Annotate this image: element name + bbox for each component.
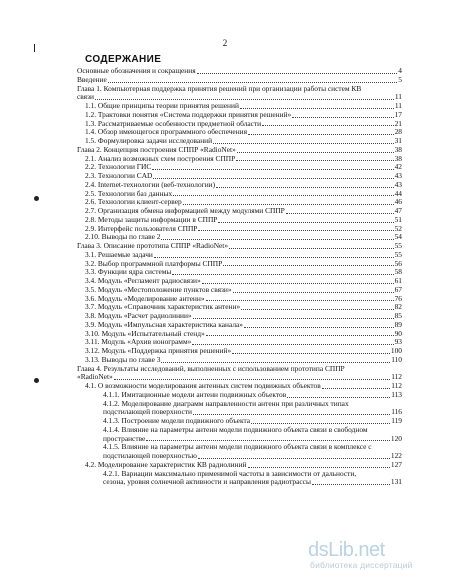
toc-list (77, 67, 402, 487)
toc-entry-title: 3.2. Выбор программной платформы СППР (85, 258, 223, 268)
toc-leader-dots (146, 439, 390, 441)
toc-leader-dots (286, 212, 394, 214)
toc-leader-dots (206, 299, 394, 301)
toc-leader-dots (95, 98, 394, 100)
toc-page-number: 21 (394, 118, 402, 128)
toc-entry (77, 478, 402, 487)
toc-page-number: 89 (394, 319, 402, 329)
toc-leader-dots (173, 194, 393, 196)
toc-page-number: 116 (391, 407, 402, 417)
toc-entry-line: 4.2.1. Вариации максимально применимой частоты в зависимости от дальности, (103, 468, 357, 478)
toc-page-number: 31 (394, 136, 402, 145)
toc-leader-dots (287, 396, 390, 398)
toc-leader-dots (198, 457, 390, 459)
toc-page-number: 119 (391, 416, 402, 425)
toc-entry-title: 3.5. Модуль «Местоположение пунктов связи» (85, 284, 232, 294)
toc-page-number: 58 (394, 267, 402, 277)
toc-page-number: 52 (394, 223, 402, 233)
toc-leader-dots (154, 256, 394, 258)
toc-leader-dots (223, 264, 393, 266)
toc-entry-title: 3.7. Модуль «Справочник характеристик антенн» (85, 302, 241, 312)
toc-page-number: 42 (394, 162, 402, 172)
toc-entry-title: 4.2. Моделирование характеристик КВ радиолиний (85, 459, 247, 469)
toc-entry-title: 2.2. Технологии ГИС (85, 162, 152, 172)
toc-entry-title: 3.8. Модуль «Расчет радиолинии» (85, 311, 192, 320)
toc-page-number: 43 (394, 171, 402, 180)
toc-leader-dots (183, 203, 394, 205)
toc-page-number: 93 (394, 337, 402, 347)
toc-leader-dots (172, 273, 393, 275)
toc-page-number: 112 (391, 372, 402, 382)
toc-leader-dots (322, 387, 391, 389)
toc-leader-dots (216, 186, 394, 188)
toc-entry-title: Введение (77, 74, 107, 84)
toc-entry-title: Основные обозначения и сокращения (77, 66, 196, 75)
toc-entry-title: пространстве (103, 433, 146, 443)
toc-page-number: 11 (394, 101, 402, 110)
punch-hole-dot (34, 196, 39, 201)
toc-entry-title: 2.5. Технологии баз данных (85, 188, 173, 198)
toc-leader-dots (206, 334, 394, 336)
toc-entry-title: 2.8. Методы защиты информации в СППР (85, 214, 218, 224)
toc-entry-title: подстилающей поверхности (103, 407, 192, 417)
toc-page-number: 90 (394, 328, 402, 338)
toc-entry-title: 4.1.1. Имитационные модели антенн подвижных объектов (103, 389, 287, 399)
toc-entry-title: подстилающей поверхностью (103, 451, 197, 460)
toc-page-number: 5 (398, 74, 402, 84)
toc-entry-title: 3.11. Модуль «Архив ионограмм» (85, 337, 192, 347)
toc-entry-title: связи (77, 92, 94, 102)
toc-leader-dots (229, 247, 394, 249)
toc-entry-title: 1.1. Общие принципы теории принятия решений (85, 101, 239, 110)
toc-page-number: 85 (394, 311, 402, 320)
toc-page-number: 51 (394, 214, 402, 224)
toc-page-number: 113 (391, 389, 402, 399)
toc-leader-dots (292, 116, 393, 118)
punch-hole-dot (34, 378, 39, 383)
toc-entry-line: 4.1.5. Влияние на параметры антенн модели подвижного объекта связи в комплексе с (103, 442, 372, 452)
toc-leader-dots (153, 177, 393, 179)
toc-entry-line: 4.1.4. Влияние на параметры антенн модели подвижного объекта связи в свободном (103, 424, 368, 434)
toc-page-number: 67 (394, 284, 402, 294)
toc-entry-title: 2.3. Технологии CAD (85, 171, 153, 180)
toc-leader-dots (114, 378, 390, 380)
toc-page-number: 43 (394, 179, 402, 189)
toc-page-number: 82 (394, 302, 402, 312)
toc-entry-title: 1.5. Формулировка задачи исследований (85, 136, 213, 145)
toc-title: СОДЕРЖАНИЕ (85, 54, 162, 65)
toc-page-number: 76 (394, 293, 402, 303)
toc-leader-dots (241, 308, 393, 310)
toc-page-number: 54 (394, 232, 402, 242)
toc-entry-title: 4.1.3. Построение модели подвижного объекта (103, 416, 251, 425)
toc-entry-title: 4.1. О возможности моделирования антенных систем подвижных объектов (85, 381, 321, 390)
toc-entry-title: 3.9. Модуль «Импульсная характеристика канала» (85, 319, 243, 329)
toc-page-number: 127 (390, 459, 402, 469)
toc-leader-dots (197, 72, 398, 74)
toc-leader-dots (233, 291, 394, 293)
watermark-subtitle: библиотека диссертаций (310, 560, 413, 570)
toc-leader-dots (236, 159, 393, 161)
toc-page-number: 112 (391, 381, 402, 390)
toc-page-number: 17 (394, 109, 402, 119)
toc-leader-dots (193, 317, 394, 319)
scan-mark (34, 44, 35, 52)
toc-entry-line: Глава 4. Результаты исследований, выполненных с использованием прототипа СППР (77, 363, 345, 373)
toc-page-number: 55 (394, 249, 402, 259)
toc-entry-title: 2.1. Анализ возможных схем построения СППР (85, 153, 236, 163)
toc-entry-title: 1.2. Трактовки понятия «Система поддержки принятия решений» (85, 109, 292, 119)
toc-entry-title: 3.4. Модуль «Регламент радиосвязи» (85, 276, 201, 285)
toc-entry-title: 3.3. Функции ядра системы (85, 267, 172, 277)
toc-page-number: 120 (390, 433, 402, 443)
toc-entry-title: 1.3. Рассматриваемые особенности предметной области (85, 118, 262, 128)
toc-page-number: 47 (394, 206, 402, 215)
toc-leader-dots (202, 282, 394, 284)
toc-page-number: 61 (394, 276, 402, 285)
toc-leader-dots (198, 229, 393, 231)
toc-entry-title: 2.4. Internet-технологии (веб-технологии) (85, 179, 216, 189)
toc-entry-title: Глава 3. Описание прототипа СППР «RadioNet» (77, 241, 229, 250)
toc-leader-dots (240, 107, 394, 109)
toc-page-number: 38 (394, 144, 402, 154)
toc-entry-title: 1.4. Обзор имеющегося программного обеспечения (85, 127, 248, 137)
toc-page-number: 122 (390, 451, 402, 460)
toc-leader-dots (161, 238, 393, 240)
toc-leader-dots (237, 151, 394, 153)
toc-leader-dots (152, 168, 393, 170)
toc-entry-title: сезона, уровня солнечной активности и направления радиотрассы (103, 477, 311, 487)
toc-leader-dots (213, 142, 394, 144)
toc-page-number: 131 (390, 477, 402, 487)
toc-entry-title: Глава 2. Концепция построения СППР «RadioNet» (77, 144, 236, 154)
toc-page-number: 110 (391, 354, 402, 364)
toc-entry-title: 3.13. Выводы по главе 3 (85, 354, 161, 364)
page-number: 2 (222, 38, 228, 48)
toc-entry-title: 2.10. Выводы по главе 2 (85, 232, 161, 242)
toc-entry-title: 3.1. Решаемые задачи (85, 249, 153, 259)
toc-leader-dots (248, 133, 394, 135)
toc-page-number: 11 (394, 92, 402, 102)
toc-leader-dots (108, 81, 398, 83)
toc-entry-title: 3.6. Модуль «Моделирование антенн» (85, 293, 205, 303)
toc-leader-dots (244, 326, 394, 328)
toc-entry-line: Глава 1. Компьютерная поддержка принятия решений при организации работы систем КВ (77, 83, 362, 93)
table-of-contents (77, 53, 402, 487)
toc-page-number: 28 (394, 127, 402, 137)
toc-leader-dots (193, 413, 390, 415)
toc-entry-title: 2.9. Интерфейс пользователя СППР (85, 223, 198, 233)
toc-leader-dots (248, 466, 390, 468)
toc-entry-line: 4.1.2. Моделирование диаграмм направленности антенн при различных типах (103, 398, 349, 408)
toc-leader-dots (218, 221, 393, 223)
toc-page-number: 46 (394, 197, 402, 207)
toc-leader-dots (161, 361, 390, 363)
toc-leader-dots (262, 124, 393, 126)
toc-leader-dots (232, 352, 390, 354)
toc-entry (77, 67, 402, 76)
toc-page-number: 4 (398, 66, 402, 75)
toc-page-number: 56 (394, 258, 402, 268)
toc-page-number: 38 (394, 153, 402, 163)
toc-leader-dots (312, 483, 390, 485)
watermark (308, 540, 438, 574)
toc-page-number: 44 (394, 188, 402, 198)
toc-entry-title: 3.10. Модуль «Испытательный стенд» (85, 328, 205, 338)
toc-page-number: 55 (394, 241, 402, 250)
toc-entry-title: «RadioNet» (77, 372, 113, 382)
toc-entry-title: 2.7. Организация обмена информацией между модулями СППР (85, 206, 285, 215)
toc-entry-title: 2.6. Технологии клиент-сервер (85, 197, 182, 207)
toc-entry-title: 3.12. Модуль «Поддержка принятия решений» (85, 346, 232, 355)
toc-page-number: 100 (390, 346, 402, 355)
watermark-logo: dsLib.net (308, 539, 385, 561)
toc-leader-dots (251, 422, 390, 424)
toc-leader-dots (192, 343, 393, 345)
